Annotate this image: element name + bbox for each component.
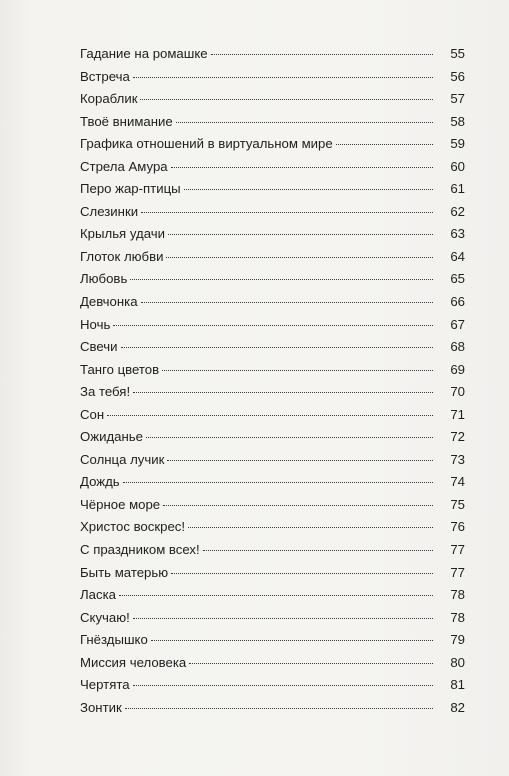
toc-entry-page-number: 57 bbox=[450, 91, 465, 107]
toc-entry-title: Христос воскрес! bbox=[80, 519, 186, 535]
toc-entry-title: Ночь bbox=[80, 316, 111, 332]
toc-entry bbox=[80, 697, 465, 720]
toc-entry-page-number: 82 bbox=[450, 699, 465, 715]
toc-entry bbox=[80, 111, 465, 134]
dot-leader bbox=[211, 54, 433, 55]
toc-entry-page-number: 80 bbox=[450, 654, 465, 670]
dot-leader bbox=[140, 99, 433, 100]
toc-entry-page-number: 67 bbox=[450, 316, 465, 332]
dot-leader bbox=[166, 257, 433, 258]
toc-entry-page-number: 74 bbox=[450, 474, 465, 490]
toc-entry-page-number: 69 bbox=[450, 361, 465, 377]
dot-leader bbox=[171, 167, 433, 168]
toc-entry bbox=[80, 516, 465, 539]
toc-entry-page-number: 61 bbox=[450, 181, 465, 197]
toc-entry-title: Дождь bbox=[80, 474, 120, 490]
toc-entry bbox=[80, 156, 465, 179]
toc-entry-page-number: 79 bbox=[450, 632, 465, 648]
toc-entry bbox=[80, 359, 465, 382]
toc-entry bbox=[80, 381, 465, 404]
toc-entry-title: Гнёздышко bbox=[80, 632, 148, 648]
toc-entry-title: Скучаю! bbox=[80, 609, 130, 625]
toc-entry bbox=[80, 178, 465, 201]
toc-entry bbox=[80, 404, 465, 427]
dot-leader bbox=[119, 595, 433, 596]
toc-entry-title: Свечи bbox=[80, 339, 118, 355]
toc-entry bbox=[80, 223, 465, 246]
toc-entry-page-number: 59 bbox=[450, 136, 465, 152]
toc-entry bbox=[80, 291, 465, 314]
toc-entry bbox=[80, 268, 465, 291]
toc-entry bbox=[80, 314, 465, 337]
toc-entry-page-number: 81 bbox=[450, 677, 465, 693]
toc-entry bbox=[80, 584, 465, 607]
toc-entry-title: Солнца лучик bbox=[80, 451, 165, 467]
toc-entry bbox=[80, 471, 465, 494]
toc-entry bbox=[80, 539, 465, 562]
dot-leader bbox=[188, 527, 433, 528]
toc-entry bbox=[80, 607, 465, 630]
toc-entry-page-number: 78 bbox=[450, 587, 465, 603]
toc-entry-page-number: 70 bbox=[450, 384, 465, 400]
toc-entry-page-number: 77 bbox=[450, 564, 465, 580]
toc-entry-title: Чертята bbox=[80, 677, 130, 693]
dot-leader bbox=[113, 325, 433, 326]
toc-entry bbox=[80, 88, 465, 111]
toc-entry bbox=[80, 652, 465, 675]
dot-leader bbox=[133, 77, 433, 78]
toc-entry-title: Встреча bbox=[80, 68, 130, 84]
dot-leader bbox=[107, 415, 433, 416]
dot-leader bbox=[163, 505, 433, 506]
dot-leader bbox=[203, 550, 433, 551]
toc-entry bbox=[80, 449, 465, 472]
toc-entry-title: Чёрное море bbox=[80, 496, 161, 512]
toc-entry-page-number: 56 bbox=[450, 68, 465, 84]
dot-leader bbox=[133, 392, 433, 393]
toc-entry bbox=[80, 66, 465, 89]
dot-leader bbox=[141, 302, 433, 303]
table-of-contents bbox=[80, 43, 465, 719]
toc-entry-title: Перо жар-птицы bbox=[80, 181, 181, 197]
toc-entry bbox=[80, 562, 465, 585]
dot-leader bbox=[133, 685, 433, 686]
toc-entry-title: Твоё внимание bbox=[80, 113, 173, 129]
toc-entry-page-number: 64 bbox=[450, 248, 465, 264]
dot-leader bbox=[146, 437, 433, 438]
toc-entry-title: Глоток любви bbox=[80, 248, 164, 264]
dot-leader bbox=[125, 708, 433, 709]
toc-entry-title: Графика отношений в виртуальном мире bbox=[80, 136, 333, 152]
toc-entry-page-number: 62 bbox=[450, 203, 465, 219]
toc-entry-page-number: 66 bbox=[450, 294, 465, 310]
toc-entry-title: Стрела Амура bbox=[80, 158, 168, 174]
toc-entry-title: Миссия человека bbox=[80, 654, 187, 670]
toc-entry bbox=[80, 426, 465, 449]
dot-leader bbox=[123, 482, 433, 483]
toc-entry-title: Зонтик bbox=[80, 699, 122, 715]
toc-entry-title: Ласка bbox=[80, 587, 116, 603]
toc-entry-page-number: 63 bbox=[450, 226, 465, 242]
toc-entry bbox=[80, 336, 465, 359]
dot-leader bbox=[141, 212, 433, 213]
toc-entry-title: Гадание на ромашке bbox=[80, 46, 208, 61]
dot-leader bbox=[171, 573, 433, 574]
toc-entry bbox=[80, 201, 465, 224]
dot-leader bbox=[336, 144, 433, 145]
toc-entry-title: Слезинки bbox=[80, 203, 139, 219]
toc-entry bbox=[80, 133, 465, 156]
toc-entry-title: С праздником всех! bbox=[80, 542, 200, 558]
dot-leader bbox=[167, 460, 433, 461]
dot-leader bbox=[133, 618, 433, 619]
toc-entry-page-number: 73 bbox=[450, 451, 465, 467]
toc-entry-page-number: 75 bbox=[450, 496, 465, 512]
toc-entry-page-number: 68 bbox=[450, 339, 465, 355]
toc-entry-title: Быть матерью bbox=[80, 564, 169, 580]
toc-entry-page-number: 76 bbox=[450, 519, 465, 535]
dot-leader bbox=[151, 640, 433, 641]
toc-entry-page-number: 65 bbox=[450, 271, 465, 287]
dot-leader bbox=[121, 347, 433, 348]
toc-entry-page-number: 60 bbox=[450, 158, 465, 174]
toc-entry bbox=[80, 43, 465, 66]
dot-leader bbox=[130, 279, 433, 280]
toc-entry bbox=[80, 629, 465, 652]
dot-leader bbox=[184, 189, 433, 190]
dot-leader bbox=[189, 663, 433, 664]
dot-leader bbox=[176, 122, 433, 123]
toc-entry bbox=[80, 674, 465, 697]
toc-entry-title: Кораблик bbox=[80, 91, 138, 107]
toc-entry-page-number: 77 bbox=[450, 542, 465, 558]
toc-entry-title: За тебя! bbox=[80, 384, 131, 400]
toc-entry-page-number: 58 bbox=[450, 113, 465, 129]
toc-entry-page-number: 78 bbox=[450, 609, 465, 625]
dot-leader bbox=[162, 370, 433, 371]
toc-entry-page-number: 72 bbox=[450, 429, 465, 445]
toc-entry-title: Сон bbox=[80, 406, 105, 422]
toc-entry-title: Любовь bbox=[80, 271, 128, 287]
toc-entry-title: Крылья удачи bbox=[80, 226, 165, 242]
toc-entry-title: Девчонка bbox=[80, 294, 138, 310]
dot-leader bbox=[168, 234, 433, 235]
toc-entry bbox=[80, 246, 465, 269]
toc-entry-title: Танго цветов bbox=[80, 361, 160, 377]
toc-entry-page-number: 55 bbox=[450, 46, 465, 61]
toc-entry-page-number: 71 bbox=[450, 406, 465, 422]
toc-entry-title: Ожиданье bbox=[80, 429, 143, 445]
toc-entry bbox=[80, 494, 465, 517]
